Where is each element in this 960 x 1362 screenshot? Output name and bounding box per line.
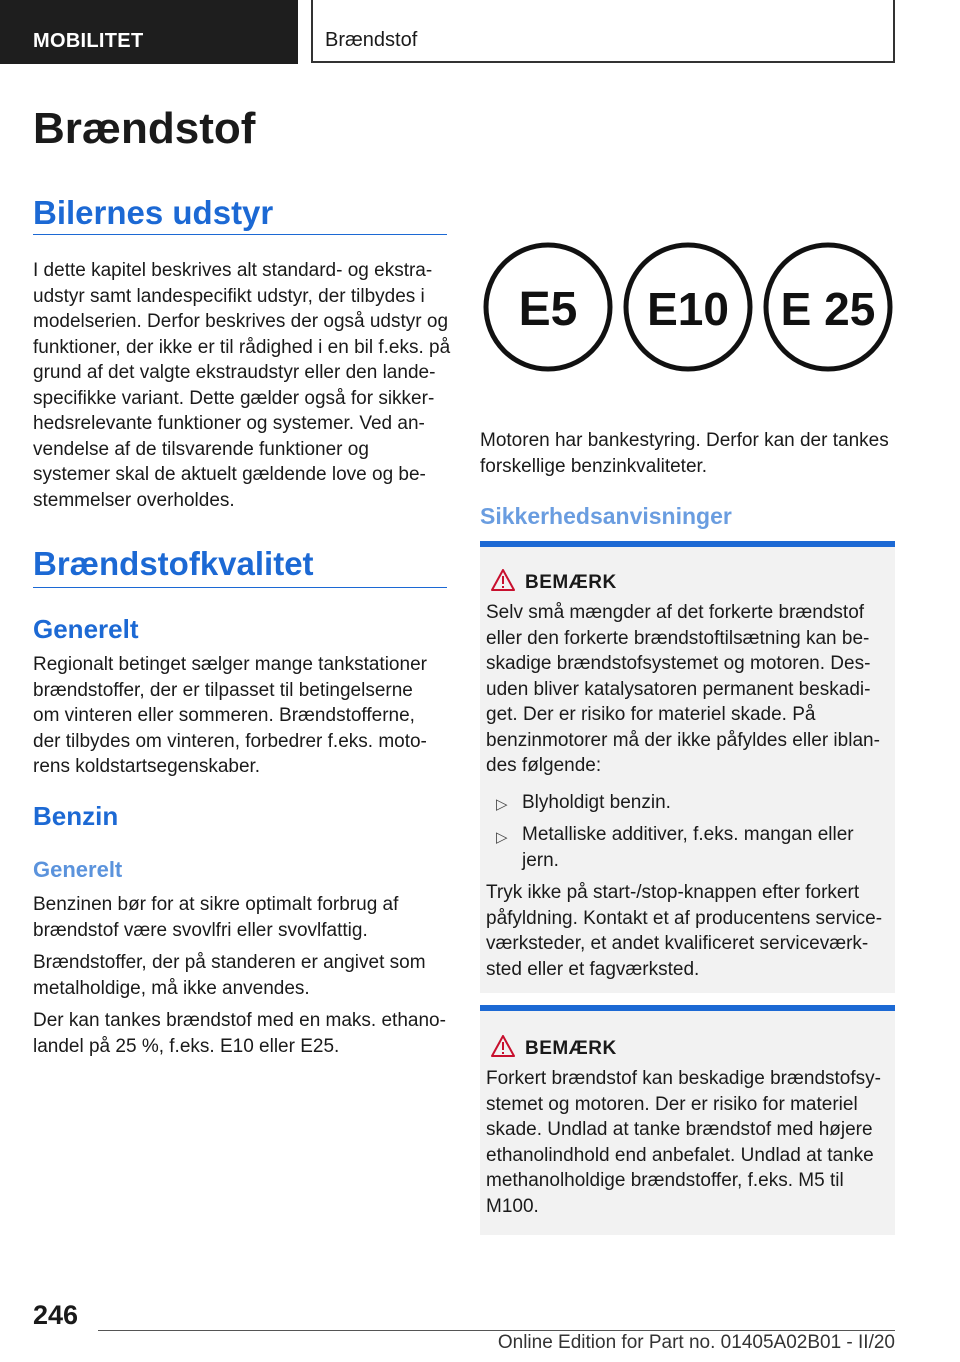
bullet-triangle-icon: ▷ <box>496 829 508 846</box>
heading-benzin: Benzin <box>33 801 119 831</box>
bullet-triangle-icon: ▷ <box>496 796 508 813</box>
heading-rule <box>33 587 447 588</box>
fuel-sign-label: E5 <box>518 283 578 336</box>
warning-text-after: Tryk ikke på start-/stop-knappen efter forkert påfyldning. Kontakt et af producentens service- værksteder, et andet kvalificeret serviceværk- sted eller et fagværksted. <box>486 882 883 980</box>
fuel-sign-e10 <box>622 241 754 373</box>
fuel-sign-e25 <box>762 241 894 373</box>
footer-rule <box>98 1330 895 1331</box>
warning-text: Forkert brændstof kan beskadige brændstofsy- stemet og motoren. Der er risiko for materiel skade. Undlad at tanke brændstof med højere ethanolindhold end anbefalet. Undlad at tanke methanolholdige brændstoffer, f.eks. M5 til M100. <box>486 1068 881 1217</box>
heading-rule <box>33 234 447 235</box>
warning-text: Selv små mængder af det forkerte brændstof eller den forkerte brændstoftilsætning kan be- skadige brændstofsystemet og motoren. Des- uden bliver katalysatoren permanent beskadi- get. Der er risiko for materiel skade. På benzinmotorer må der ikke påfyldes eller iblan- des følgende: <box>486 602 880 776</box>
paragraph-benzin-1: Benzinen bør for at sikre optimalt forbrug af brændstof være svovlfri eller svovlfattig. <box>33 894 399 941</box>
warning-triangle-icon <box>491 569 515 591</box>
bullet-item: Metalliske additiver, f.eks. mangan eller jern. <box>522 824 854 871</box>
paragraph-general: Regionalt betinget sælger mange tankstationer brændstoffer, der er tilpasset til betingelserne om vinteren eller sommeren. Brændstofferne, der tilbydes om vinteren, forbedrer f.eks. moto- rens koldstartsegenskaber. <box>33 654 427 777</box>
fuel-sign-label: E 25 <box>780 283 876 335</box>
paragraph-benzin-3: Der kan tankes brændstof med en maks. ethano- landel på 25 %, f.eks. E10 eller E25. <box>33 1010 446 1057</box>
warning-title: BEMÆRK <box>525 572 617 593</box>
heading-bilernes-udstyr: Bilernes udstyr <box>33 194 274 231</box>
heading-braendstofkvalitet: Brændstofkvalitet <box>33 545 314 582</box>
heading-safety: Sikkerhedsanvisninger <box>480 503 732 529</box>
header-chapter-tab: Brændstof <box>311 0 895 63</box>
warning-box-1 <box>480 541 895 993</box>
paragraph-equipment: I dette kapitel beskrives alt standard- og ekstra- udstyr samt landespecifikt udstyr, der tilbydes i modelserien. Derfor beskrives der også udstyr og funktioner, der ikke er til rådighed i en bil f.eks. på grund af det valgte ekstraudstyr eller den lande- specifikke variant. Dette gælder også for sikker- hedsrelevante funktioner og systemer. Ved an- vendelse af de tilsvarende funktioner og systemer skal de aktuelt gældende love og be- stemmelser overholdes. <box>33 260 451 511</box>
warning-box-2 <box>480 1005 895 1235</box>
warning-triangle-icon <box>491 1035 515 1057</box>
bullet-item: Blyholdigt benzin. <box>522 792 671 813</box>
fuel-sign-e5 <box>482 241 614 373</box>
page-title: Brændstof <box>33 104 256 153</box>
warning-title: BEMÆRK <box>525 1038 617 1059</box>
paragraph-benzin-2: Brændstoffer, der på standeren er angivet som metalholdige, må ikke anvendes. <box>33 952 426 999</box>
page-number: 246 <box>33 1300 79 1330</box>
footer-edition: Online Edition for Part no. 01405A02B01 - II/20 <box>497 1332 895 1353</box>
heading-generelt: Generelt <box>33 614 139 644</box>
heading-benzin-generelt: Generelt <box>33 857 123 882</box>
header-section-tab: MOBILITET <box>0 0 298 64</box>
fuel-sign-label: E10 <box>647 283 729 335</box>
paragraph-knock-control: Motoren har bankestyring. Derfor kan der tankes forskellige benzinkvaliteter. <box>480 430 889 477</box>
